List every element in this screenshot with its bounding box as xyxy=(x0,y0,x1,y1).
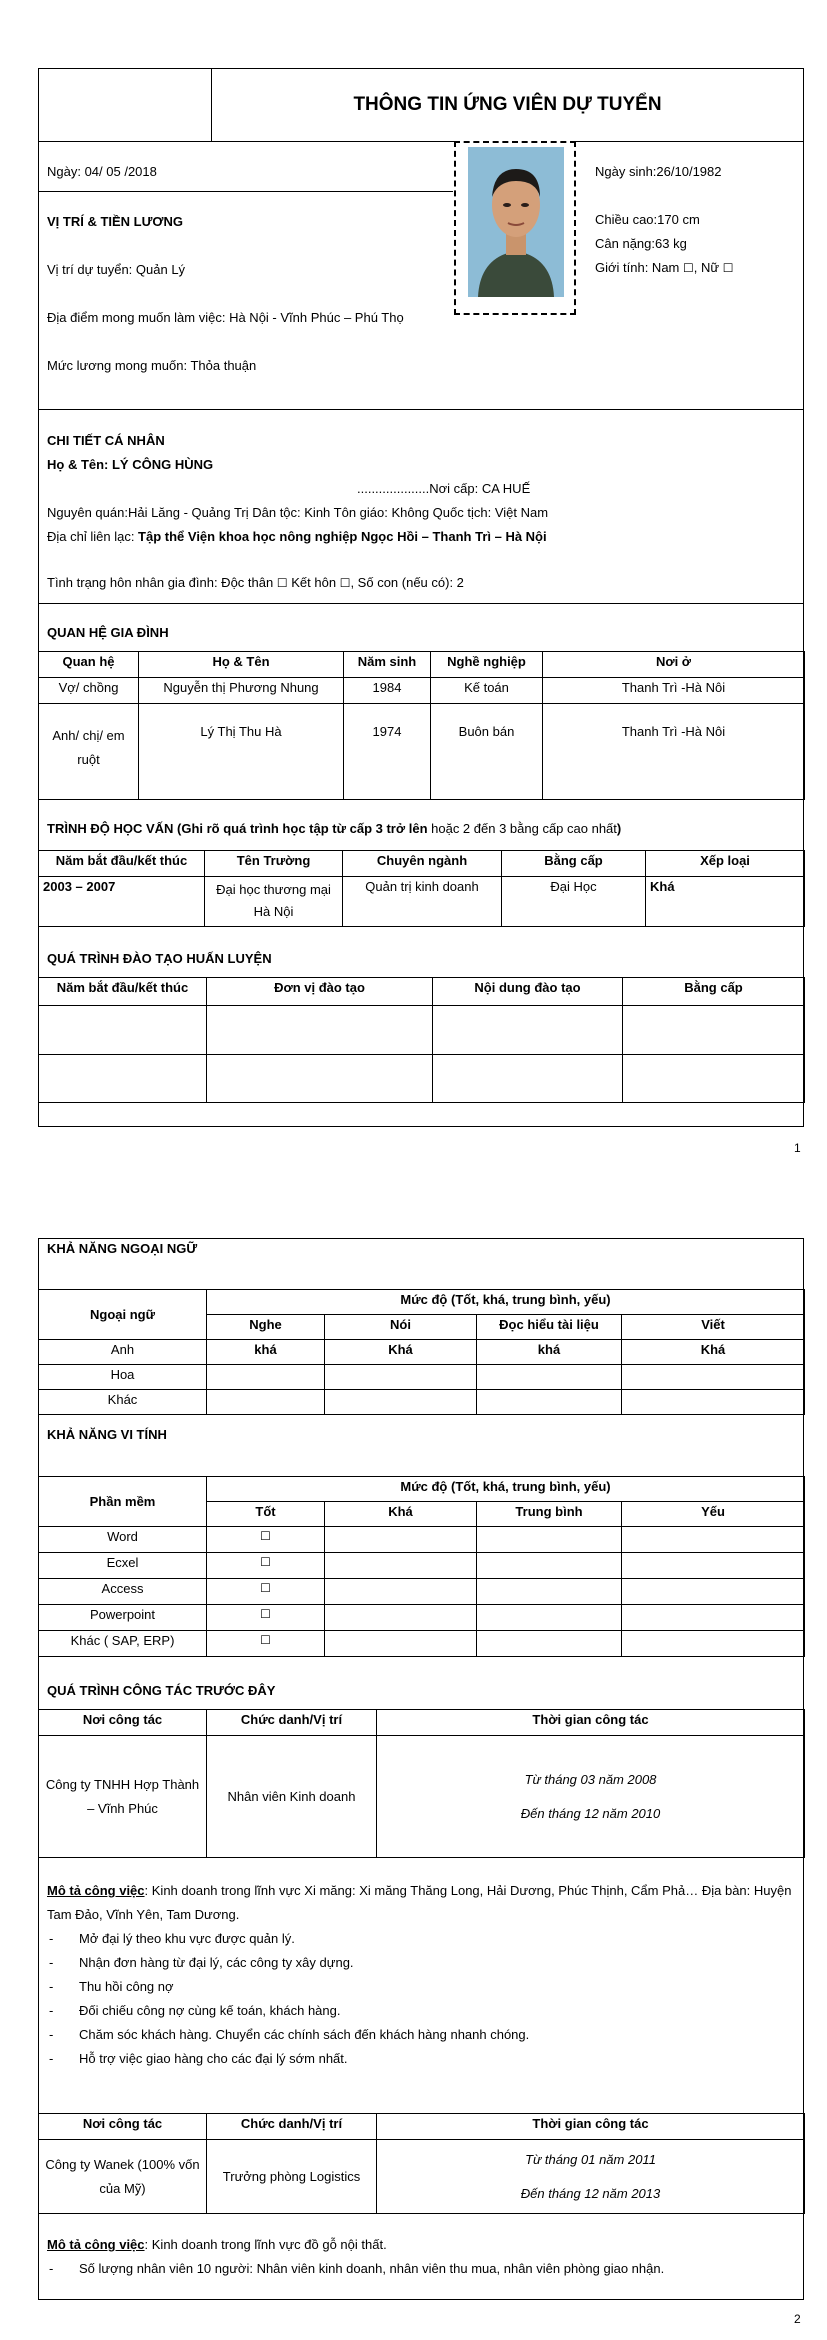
height-text: Chiều cao:170 cm xyxy=(595,212,700,227)
family-cell: Kế toán xyxy=(431,678,543,704)
work-header: Chức danh/Vị trí xyxy=(207,2114,377,2140)
logo-cell xyxy=(39,69,212,141)
it-software: Khác ( SAP, ERP) xyxy=(39,1631,207,1657)
edu-cell: Quản trị kinh doanh xyxy=(343,877,502,927)
it-cell[interactable] xyxy=(622,1631,805,1657)
it-title: KHẢ NĂNG VI TÍNH xyxy=(47,1427,167,1442)
train-header: Nội dung đào tạo xyxy=(433,978,623,1006)
job2-description xyxy=(47,2233,795,2281)
it-cell[interactable] xyxy=(477,1631,622,1657)
family-header-year: Năm sinh xyxy=(344,652,431,678)
edu-header: Bằng cấp xyxy=(502,851,646,877)
it-cell[interactable] xyxy=(622,1605,805,1631)
divider-family xyxy=(39,603,803,604)
date-text: Ngày: 04/ 05 /2018 xyxy=(47,164,157,179)
job2-from: Từ tháng 01 năm 2011 xyxy=(525,2151,656,2167)
it-software: Word xyxy=(39,1527,207,1553)
lang-skill-header: Đọc hiểu tài liệu xyxy=(477,1315,622,1340)
salary-text: Mức lương mong muốn: Thỏa thuận xyxy=(47,358,257,373)
train-header: Đơn vị đào tạo xyxy=(207,978,433,1006)
work-header: Thời gian công tác xyxy=(377,1710,805,1736)
lang-cell[interactable] xyxy=(207,1390,325,1415)
lang-level-header: Mức độ (Tốt, khá, trung bình, yếu) xyxy=(207,1290,805,1315)
table-row xyxy=(39,1553,805,1579)
person-icon xyxy=(468,147,564,297)
lang-cell[interactable] xyxy=(207,1365,325,1390)
edu-cell: Khá xyxy=(646,877,805,927)
lang-cell: Khá xyxy=(622,1340,805,1365)
lang-skill-header: Viết xyxy=(622,1315,805,1340)
address-label: Địa chỉ liên lạc: xyxy=(47,529,139,544)
lang-cell[interactable] xyxy=(325,1390,477,1415)
job1-to: Đến tháng 12 năm 2010 xyxy=(520,1805,661,1821)
work-table-2 xyxy=(38,2113,805,2214)
table-row xyxy=(39,2140,805,2214)
table-row xyxy=(39,1365,805,1390)
it-level: Khá xyxy=(325,1502,477,1527)
work-header: Chức danh/Vị trí xyxy=(207,1710,377,1736)
work-table-wrap-1 xyxy=(38,1709,804,1858)
train-cell[interactable] xyxy=(433,1006,623,1055)
list-item: - Mở đại lý theo khu vực được quản lý. xyxy=(79,1927,795,1951)
train-cell[interactable] xyxy=(207,1055,433,1103)
it-cell[interactable] xyxy=(622,1579,805,1605)
lang-cell: Khá xyxy=(325,1340,477,1365)
it-level-header: Mức độ (Tốt, khá, trung bình, yếu) xyxy=(207,1477,805,1502)
family-header-address: Nơi ở xyxy=(543,652,805,678)
it-cell[interactable] xyxy=(477,1553,622,1579)
job1-desc-label: Mô tả công việc xyxy=(47,1883,145,1898)
gender-row: Giới tính: Nam ☐, Nữ ☐ xyxy=(595,260,734,275)
edu-cell: 2003 – 2007 xyxy=(39,877,205,927)
edu-header: Năm bắt đầu/kết thúc xyxy=(39,851,205,877)
table-row xyxy=(39,1390,805,1415)
table-row xyxy=(39,1736,805,1858)
it-col-header: Phần mềm xyxy=(39,1477,207,1527)
edu-header: Chuyên ngành xyxy=(343,851,502,877)
address-value: Tập thể Viện khoa học nông nghiệp Ngọc Hồi – Thanh Trì – Hà Nội xyxy=(138,529,547,544)
education-table xyxy=(38,850,805,927)
job1-from: Từ tháng 03 năm 2008 xyxy=(524,1771,657,1787)
photo-frame xyxy=(454,141,576,315)
family-table xyxy=(38,651,805,800)
marital-label: Tình trạng hôn nhân gia đình: Độc thân xyxy=(47,575,274,590)
job1-period xyxy=(377,1736,805,1858)
family-header-name: Họ & Tên xyxy=(139,652,344,678)
lang-cell[interactable] xyxy=(477,1365,622,1390)
family-cell: Thanh Trì -Hà Nôi xyxy=(543,704,805,800)
table-row xyxy=(39,1527,805,1553)
lang-cell: khá xyxy=(207,1340,325,1365)
page-number-2: 2 xyxy=(794,2312,801,2326)
train-cell[interactable] xyxy=(433,1055,623,1103)
list-item: - Số lượng nhân viên 10 người: Nhân viên kinh doanh, nhân viên thu mua, nhân viên phòng giao nhận. xyxy=(79,2257,795,2281)
family-table-wrap xyxy=(38,651,804,800)
it-table-wrap xyxy=(38,1476,804,1657)
dob-text: Ngày sinh:26/10/1982 xyxy=(595,164,722,179)
language-title: KHẢ NĂNG NGOẠI NGỮ xyxy=(47,1241,198,1256)
family-header-relation: Quan hệ xyxy=(39,652,139,678)
job2-period xyxy=(377,2140,805,2214)
work-table-wrap-2 xyxy=(38,2113,804,2214)
family-cell: Vợ/ chồng xyxy=(39,678,139,704)
it-cell[interactable] xyxy=(325,1631,477,1657)
candidate-photo xyxy=(468,147,564,297)
marital-row xyxy=(47,575,464,590)
divider-date xyxy=(39,191,453,192)
family-cell: Anh/ chị/ em ruột xyxy=(39,704,139,800)
page-1 xyxy=(38,68,804,1127)
origin-text: Nguyên quán:Hải Lăng - Quảng Trị Dân tộc: Kinh Tôn giáo: Không Quốc tịch: Việt Nam xyxy=(47,505,549,520)
table-row xyxy=(39,1605,805,1631)
edu-cell: Đại Học xyxy=(502,877,646,927)
checkbox-icon[interactable]: ☐ xyxy=(207,1527,325,1553)
id-issued: ....................Nơi cấp: CA HUẾ xyxy=(357,481,531,496)
job2-desc-text: : Kinh doanh trong lĩnh vực đồ gỗ nội thất. xyxy=(144,2237,387,2252)
checkbox-icon[interactable]: ☐ xyxy=(207,1579,325,1605)
lang-cell: Khác xyxy=(39,1390,207,1415)
family-cell: 1974 xyxy=(344,704,431,800)
page-number-1: 1 xyxy=(794,1141,801,1155)
it-software: Ecxel xyxy=(39,1553,207,1579)
it-cell[interactable] xyxy=(325,1579,477,1605)
education-title-bold: TRÌNH ĐỘ HỌC VẤN (Ghi rõ quá trình học tập từ cấp 3 trở lên xyxy=(47,821,428,836)
job1-company: Công ty TNHH Hợp Thành – Vĩnh Phúc xyxy=(39,1736,207,1858)
it-cell[interactable] xyxy=(477,1579,622,1605)
checkbox-male-icon[interactable]: ☐ xyxy=(683,261,694,275)
job1-desc-text: : Kinh doanh trong lĩnh vực Xi măng: Xi măng Thăng Long, Hải Dương, Phúc Thịnh, Cẩm Phả… Địa bàn: Huyện Tam Đảo, Vĩnh Yên, Tam Dương. xyxy=(47,1883,792,1922)
table-row xyxy=(39,1579,805,1605)
train-header: Bằng cấp xyxy=(623,978,805,1006)
lang-cell: Hoa xyxy=(39,1365,207,1390)
it-cell[interactable] xyxy=(325,1553,477,1579)
education-title-normal: hoặc 2 đến 3 bằng cấp cao nhất xyxy=(427,821,617,836)
lang-col-header: Ngoại ngữ xyxy=(39,1290,207,1340)
married-label: Kết hôn xyxy=(291,575,337,590)
train-header: Năm bắt đầu/kết thúc xyxy=(39,978,207,1006)
checkbox-icon[interactable]: ☐ xyxy=(207,1553,325,1579)
lang-cell: Anh xyxy=(39,1340,207,1365)
family-title: QUAN HỆ GIA ĐÌNH xyxy=(47,625,169,640)
family-cell: Buôn bán xyxy=(431,704,543,800)
address-row xyxy=(47,529,547,544)
weight-text: Cân nặng:63 kg xyxy=(595,236,687,251)
it-cell[interactable] xyxy=(477,1605,622,1631)
job2-company: Công ty Wanek (100% vốn của Mỹ) xyxy=(39,2140,207,2214)
train-cell[interactable] xyxy=(39,1055,207,1103)
it-cell[interactable] xyxy=(325,1527,477,1553)
train-cell[interactable] xyxy=(623,1055,805,1103)
page-title: THÔNG TIN ỨNG VIÊN DỰ TUYỂN xyxy=(353,94,662,115)
job1-task-list xyxy=(47,1927,795,2071)
list-item: - Nhận đơn hàng từ đại lý, các công ty xây dựng. xyxy=(79,1951,795,1975)
lang-skill-header: Nghe xyxy=(207,1315,325,1340)
family-cell: Nguyễn thị Phương Nhung xyxy=(139,678,344,704)
header-row xyxy=(39,69,803,142)
family-cell: 1984 xyxy=(344,678,431,704)
job2-task-list xyxy=(47,2257,795,2281)
personal-title: CHI TIẾT CÁ NHÂN xyxy=(47,433,165,448)
train-cell[interactable] xyxy=(623,1006,805,1055)
it-software: Powerpoint xyxy=(39,1605,207,1631)
it-table xyxy=(38,1476,805,1657)
job1-description xyxy=(47,1879,795,2071)
job2-title: Trưởng phòng Logistics xyxy=(207,2140,377,2214)
work-header: Thời gian công tác xyxy=(377,2114,805,2140)
edu-table-wrap xyxy=(38,850,804,927)
divider-personal xyxy=(39,409,803,410)
lang-cell[interactable] xyxy=(622,1365,805,1390)
work-header: Nơi công tác xyxy=(39,1710,207,1736)
train-cell[interactable] xyxy=(207,1006,433,1055)
training-title: QUÁ TRÌNH ĐÀO TẠO HUẤN LUYỆN xyxy=(47,951,272,966)
family-header-job: Nghề nghiệp xyxy=(431,652,543,678)
lang-cell[interactable] xyxy=(622,1390,805,1415)
family-cell: Thanh Trì -Hà Nôi xyxy=(543,678,805,704)
language-table xyxy=(38,1289,805,1415)
lang-cell[interactable] xyxy=(325,1365,477,1390)
checkbox-icon[interactable]: ☐ xyxy=(207,1605,325,1631)
position-text: Vị trí dự tuyển: Quản Lý xyxy=(47,262,186,277)
lang-table-wrap xyxy=(38,1289,804,1415)
it-software: Access xyxy=(39,1579,207,1605)
job2-to: Đến tháng 12 năm 2013 xyxy=(520,2185,661,2201)
table-row xyxy=(39,877,805,927)
checkbox-female-icon[interactable]: ☐ xyxy=(722,261,734,275)
it-cell[interactable] xyxy=(622,1527,805,1553)
family-cell: Lý Thị Thu Hà xyxy=(139,704,344,800)
it-level: Trung bình xyxy=(477,1502,622,1527)
table-row xyxy=(39,1631,805,1657)
table-row xyxy=(39,1340,805,1365)
edu-header: Xếp loại xyxy=(646,851,805,877)
work-title: QUÁ TRÌNH CÔNG TÁC TRƯỚC ĐÂY xyxy=(47,1683,276,1698)
checkbox-icon[interactable]: ☐ xyxy=(207,1631,325,1657)
it-level: Tốt xyxy=(207,1502,325,1527)
train-table-wrap xyxy=(38,977,804,1103)
location-text: Địa điểm mong muốn làm việc: Hà Nội - Vĩnh Phúc – Phú Thọ xyxy=(47,310,404,325)
it-level: Yếu xyxy=(622,1502,805,1527)
checkbox-single-icon[interactable]: ☐ xyxy=(276,576,288,590)
it-cell[interactable] xyxy=(325,1605,477,1631)
gender-female-label: Nữ xyxy=(701,260,720,275)
education-title-end: ) xyxy=(616,821,622,836)
it-cell[interactable] xyxy=(622,1553,805,1579)
gender-label: Giới tính: Nam xyxy=(595,260,680,275)
list-item: - Hỗ trợ việc giao hàng cho các đại lý sớm nhất. xyxy=(79,2047,795,2071)
edu-header: Tên Trường xyxy=(205,851,343,877)
table-row xyxy=(39,704,805,800)
children-label: , Số con (nếu có): 2 xyxy=(350,575,464,590)
work-table-1 xyxy=(38,1709,805,1858)
lang-cell: khá xyxy=(477,1340,622,1365)
job1-title: Nhân viên Kinh doanh xyxy=(207,1736,377,1858)
lang-skill-header: Nói xyxy=(325,1315,477,1340)
it-cell[interactable] xyxy=(477,1527,622,1553)
edu-cell: Đại học thương mại Hà Nội xyxy=(205,877,343,927)
checkbox-married-icon[interactable]: ☐ xyxy=(339,576,351,590)
list-item: - Chăm sóc khách hàng. Chuyển các chính sách đến khách hàng nhanh chóng. xyxy=(79,2023,795,2047)
full-name: Họ & Tên: LÝ CÔNG HÙNG xyxy=(47,457,214,472)
job2-desc-label: Mô tả công việc xyxy=(47,2237,145,2252)
table-row xyxy=(39,1006,805,1055)
education-title xyxy=(47,821,621,836)
work-header: Nơi công tác xyxy=(39,2114,207,2140)
position-salary-title: VỊ TRÍ & TIỀN LƯƠNG xyxy=(47,214,183,229)
lang-cell[interactable] xyxy=(477,1390,622,1415)
page-2 xyxy=(38,1238,804,2300)
train-cell[interactable] xyxy=(39,1006,207,1055)
table-row xyxy=(39,1055,805,1103)
training-table xyxy=(38,977,805,1103)
list-item: - Đối chiếu công nợ cùng kế toán, khách hàng. xyxy=(79,1999,795,2023)
list-item: - Thu hồi công nợ xyxy=(79,1975,795,1999)
table-row xyxy=(39,678,805,704)
